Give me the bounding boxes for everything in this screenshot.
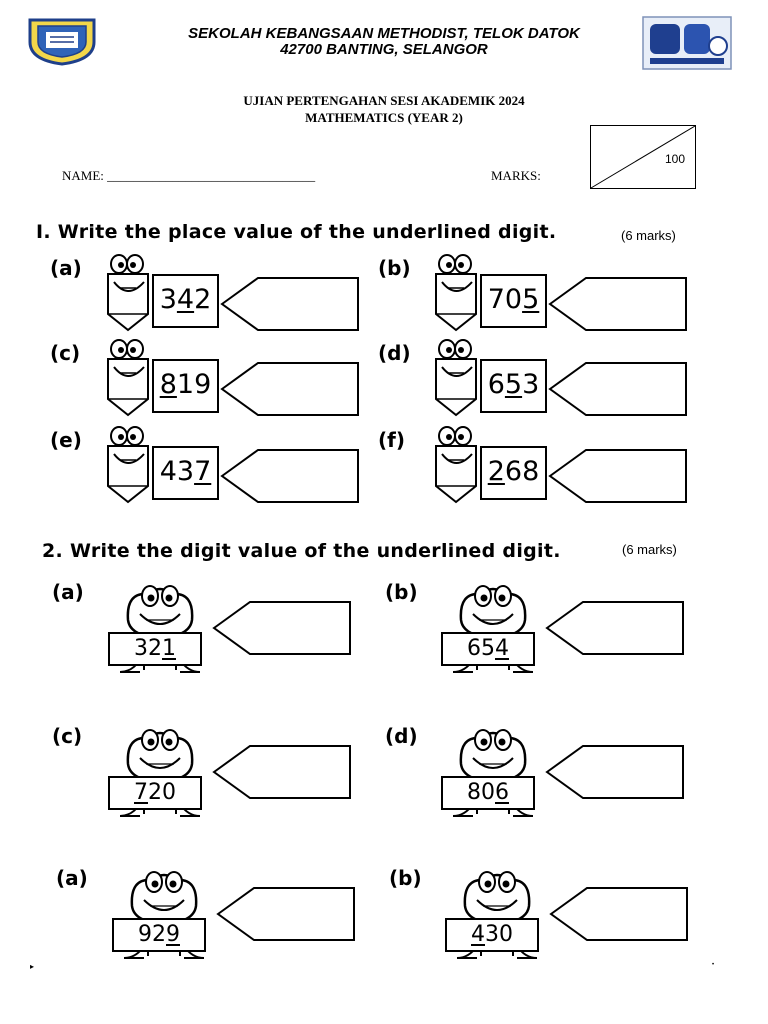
corner-mark-right: • (712, 962, 715, 968)
name-field[interactable]: NAME: ________________________________ (62, 168, 316, 183)
underlined-digit: 5 (504, 369, 523, 400)
answer-box[interactable] (216, 886, 356, 942)
underlined-digit: 4 (495, 636, 509, 661)
option-label: (b) (389, 866, 422, 890)
answer-box[interactable] (548, 361, 688, 417)
corner-mark-left: ▸ (30, 962, 35, 971)
number-box (480, 446, 547, 500)
underlined-digit: 7 (134, 780, 148, 805)
number-part: 2 (194, 284, 212, 315)
option-label: (c) (50, 341, 81, 365)
underlined-digit: 5 (522, 284, 540, 315)
question1-marks: (6 marks) (621, 228, 676, 243)
option-label: (d) (378, 341, 411, 365)
number-part: 19 (176, 369, 212, 400)
number-part: 65 (467, 636, 495, 661)
number-part: 32 (134, 636, 162, 661)
pencil-cartoon-icon (430, 337, 482, 417)
number-part: 20 (148, 780, 176, 805)
number-part: 3 (159, 284, 177, 315)
number-part: 80 (467, 780, 495, 805)
number-box (152, 274, 219, 328)
option-label: (d) (385, 724, 418, 748)
number-part: 70 (487, 284, 523, 315)
exam-subject: MATHEMATICS (YEAR 2) (305, 110, 463, 125)
underlined-digit: 7 (194, 456, 212, 487)
number-plate (112, 918, 206, 952)
number-box (480, 359, 547, 413)
answer-box[interactable] (545, 600, 685, 656)
number-box (152, 359, 219, 413)
school-name: SEKOLAH KEBANGSAAN METHODIST, TELOK DATOK (188, 25, 580, 42)
school-address: 42700 BANTING, SELANGOR (280, 41, 488, 58)
pencil-cartoon-icon (430, 424, 482, 504)
option-label: (a) (56, 866, 88, 890)
underlined-digit: 8 (159, 369, 177, 400)
number-part: 3 (522, 369, 540, 400)
answer-box[interactable] (548, 276, 688, 332)
question1-title: I. Write the place value of the underlined digit. (36, 221, 557, 243)
answer-box[interactable] (212, 600, 352, 656)
answer-box[interactable] (549, 886, 689, 942)
underlined-digit: 1 (162, 636, 176, 661)
answer-box[interactable] (548, 448, 688, 504)
number-plate (108, 632, 202, 666)
answer-box[interactable] (220, 276, 360, 332)
answer-box[interactable] (212, 744, 352, 800)
marks-box[interactable] (590, 125, 696, 189)
number-box (480, 274, 547, 328)
option-label: (c) (52, 724, 83, 748)
pencil-cartoon-icon (430, 252, 482, 332)
option-label: (a) (52, 580, 84, 604)
number-part: 68 (504, 456, 540, 487)
option-label: (a) (50, 256, 82, 280)
answer-box[interactable] (220, 448, 360, 504)
option-label: (b) (378, 256, 411, 280)
option-label: (b) (385, 580, 418, 604)
pencil-cartoon-icon (102, 424, 154, 504)
underlined-digit: 9 (166, 922, 180, 947)
answer-box[interactable] (545, 744, 685, 800)
option-label: (e) (50, 428, 82, 452)
underlined-digit: 2 (487, 456, 505, 487)
question2-marks: (6 marks) (622, 542, 677, 557)
underlined-digit: 4 (471, 922, 485, 947)
question2-title: 2. Write the digit value of the underlined digit. (42, 540, 561, 562)
number-box (152, 446, 219, 500)
number-plate (441, 632, 535, 666)
number-plate (108, 776, 202, 810)
number-part: 30 (485, 922, 513, 947)
answer-box[interactable] (220, 361, 360, 417)
number-part: 43 (159, 456, 195, 487)
marks-label: MARKS: (491, 168, 541, 183)
option-label: (f) (378, 428, 405, 452)
number-part: 6 (487, 369, 505, 400)
pencil-cartoon-icon (102, 252, 154, 332)
exam-title: UJIAN PERTENGAHAN SESI AKADEMIK 2024 (243, 93, 525, 108)
number-part: 92 (138, 922, 166, 947)
number-plate (441, 776, 535, 810)
total-marks: 100 (664, 152, 685, 166)
underlined-digit: 6 (495, 780, 509, 805)
underlined-digit: 4 (176, 284, 195, 315)
pencil-cartoon-icon (102, 337, 154, 417)
number-plate (445, 918, 539, 952)
